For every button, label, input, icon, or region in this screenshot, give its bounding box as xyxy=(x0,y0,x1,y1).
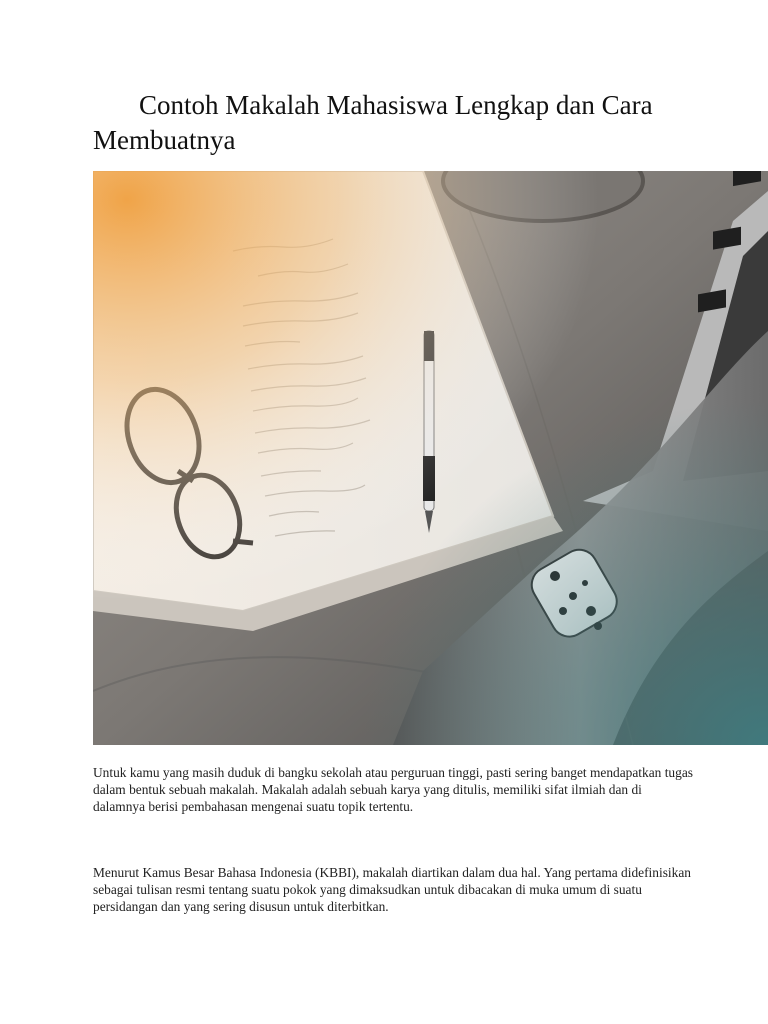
header-photo xyxy=(93,171,768,745)
paragraph-intro: Untuk kamu yang masih duduk di bangku sekolah atau perguruan tinggi, pasti sering banget mendapatkan tugas dalam bentuk sebuah makalah. Makalah adalah sebuah karya yang ditulis, memiliki sifat ilmiah dan di dalamnya berisi pembahasan mengenai suatu topik tertentu. xyxy=(93,765,693,814)
document-title: Contoh Makalah Mahasiswa Lengkap dan Cara Membuatnya xyxy=(93,90,653,155)
paragraph-definition: Menurut Kamus Besar Bahasa Indonesia (KBBI), makalah diartikan dalam dua hal. Yang pertama didefinisikan sebagai tulisan resmi tentang suatu pokok yang dimaksudkan untuk dibacakan di muka umum di suatu persidangan dan yang sering disusun untuk diterbitkan. xyxy=(93,865,691,914)
